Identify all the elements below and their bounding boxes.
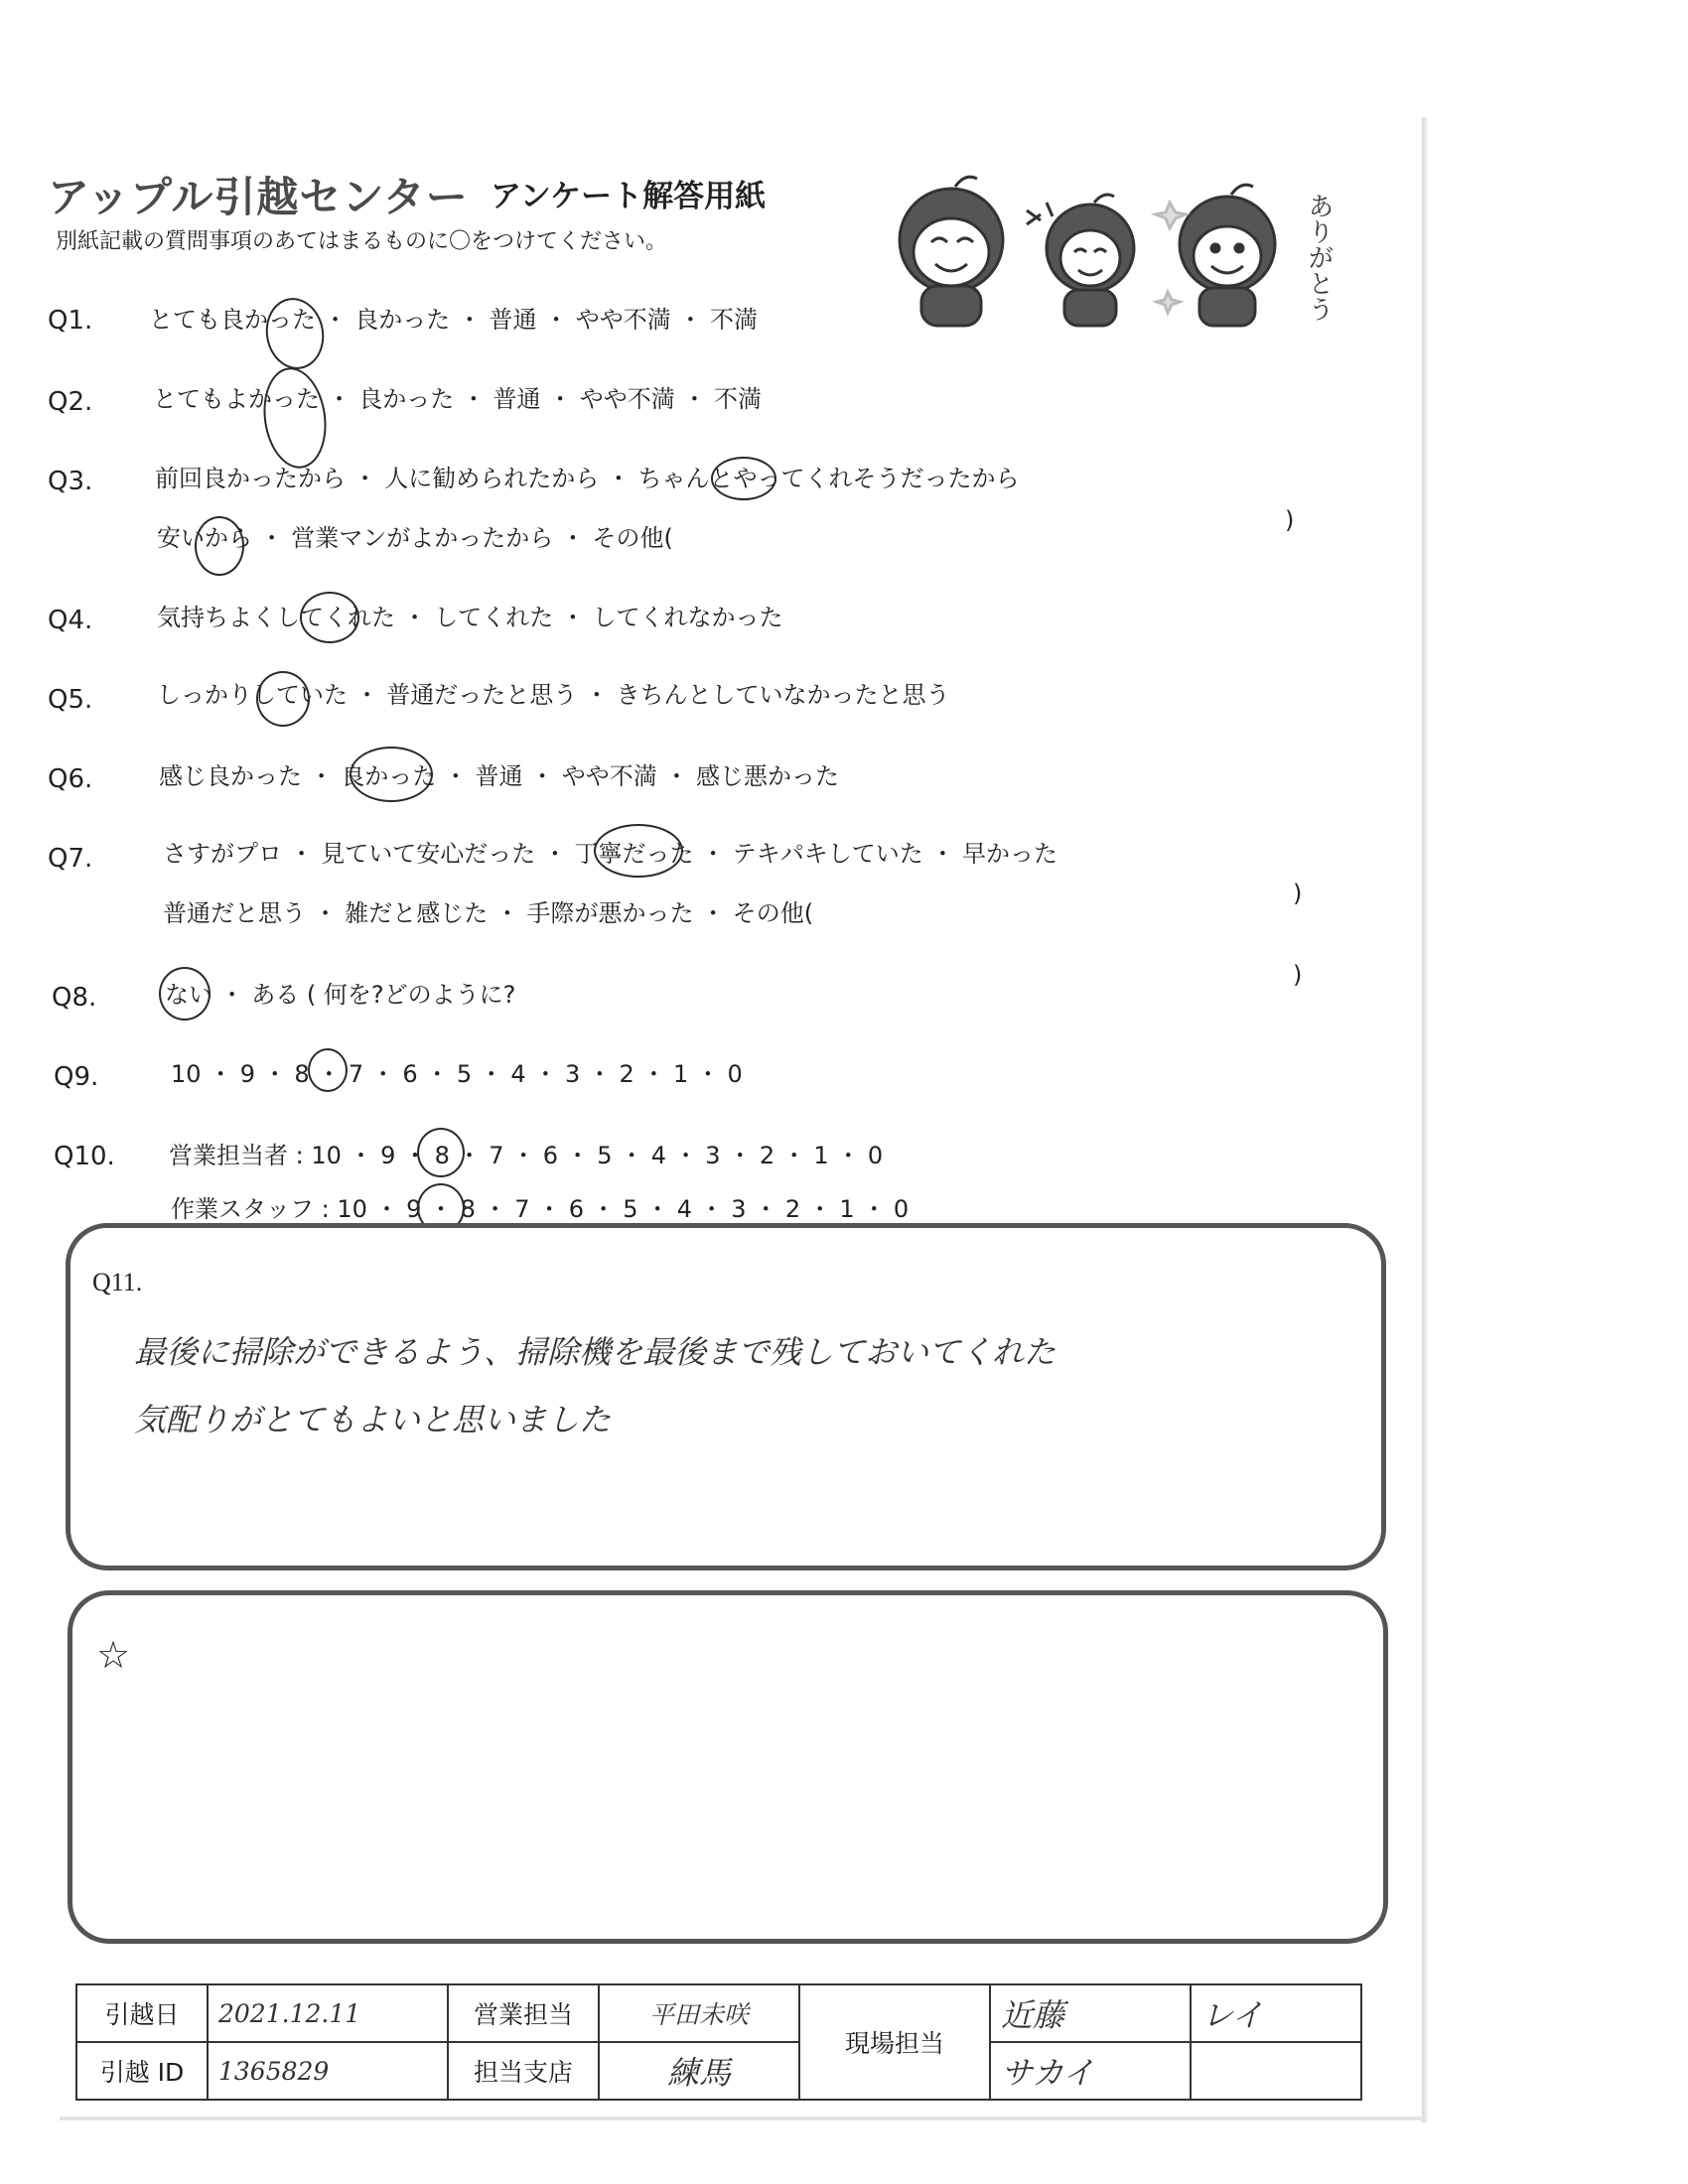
q9-answer-mark <box>308 1048 348 1092</box>
q4-label: Q4. <box>48 606 93 635</box>
site-staff-3: サカイ <box>990 2042 1191 2100</box>
q1-options: とても良かった ・ 良かった ・ 普通 ・ やや不満 ・ 不満 <box>149 306 759 334</box>
q3-label: Q3. <box>48 467 93 496</box>
q2-label: Q2. <box>48 387 93 417</box>
q5-label: Q5. <box>48 685 93 715</box>
q7-options-line1: さすがプロ ・ 見ていて安心だった ・ 丁寧だった ・ テキパキしていた ・ 早かった <box>163 840 1058 868</box>
q10-staff-options: 作業スタッフ : 10 ・ 9 ・ 8 ・ 7 ・ 6 ・ 5 ・ 4 ・ 3 ・ 2 ・ 1 ・ 0 <box>171 1195 910 1223</box>
q7-label: Q7. <box>48 844 93 874</box>
q4-options: 気持ちよくしてくれた ・ してくれた ・ してくれなかった <box>157 604 783 631</box>
q3-close-paren: ) <box>1285 506 1295 534</box>
move-id-label: 引越 ID <box>76 2042 208 2100</box>
sales-rep-value: 平田未咲 <box>599 1984 799 2042</box>
company-title: アップル引越センター <box>48 173 469 221</box>
mascot-illustration <box>852 163 1368 341</box>
move-date-label: 引越日 <box>76 1984 208 2042</box>
q3-options-line1: 前回良かったから ・ 人に勧められたから ・ ちゃんとやってくれそうだったから <box>155 465 1020 492</box>
star-comment-box <box>68 1590 1388 1944</box>
sales-rep-label: 営業担当 <box>448 1984 599 2042</box>
q4-answer-mark <box>300 592 359 643</box>
q3-answer-mark-2 <box>195 516 244 576</box>
mascot-right <box>1156 185 1275 326</box>
q8-label: Q8. <box>52 983 97 1013</box>
q5-answer-mark <box>256 671 310 727</box>
q10-sales-answer-mark <box>417 1128 465 1177</box>
q7-answer-mark <box>594 824 683 878</box>
branch-value: 練馬 <box>599 2042 799 2100</box>
site-staff-label: 現場担当 <box>799 1984 990 2100</box>
q6-label: Q6. <box>48 764 93 794</box>
mascot-left <box>900 177 1003 326</box>
q8-answer-mark <box>159 967 211 1021</box>
q3-answer-mark-1 <box>711 457 776 500</box>
mascot-middle <box>1027 195 1134 326</box>
q7-close-paren: ) <box>1293 880 1303 907</box>
branch-label: 担当支店 <box>448 2042 599 2100</box>
site-staff-1: 近藤 <box>990 1984 1191 2042</box>
star-icon: ☆ <box>96 1635 131 1677</box>
q2-options: とてもよかった ・ 良かった ・ 普通 ・ やや不満 ・ 不満 <box>153 385 763 413</box>
q11-label: Q11. <box>92 1268 143 1297</box>
site-staff-2: レイ <box>1191 1984 1361 2042</box>
q11-comment-box <box>66 1223 1386 1570</box>
thanks-text: ありがとう <box>1304 193 1334 322</box>
q10-label: Q10. <box>54 1142 115 1171</box>
q10-sales-options: 営業担当者 : 10 ・ 9 ・ 8 ・ 7 ・ 6 ・ 5 ・ 4 ・ 3 ・ 2 ・ 1 ・ 0 <box>169 1142 884 1169</box>
q8-close-paren: ) <box>1293 961 1303 989</box>
q9-label: Q9. <box>54 1062 99 1092</box>
sheet-edge <box>1422 117 1428 2122</box>
instruction-text: 別紙記載の質問事項のあてはまるものに〇をつけてください。 <box>56 229 668 254</box>
move-id-value: 1365829 <box>208 2042 448 2100</box>
q8-options: ない ・ ある ( 何を?どのように? <box>165 981 516 1009</box>
q1-label: Q1. <box>48 306 93 336</box>
q6-options: 感じ良かった ・ 良かった ・ 普通 ・ やや不満 ・ 感じ悪かった <box>159 762 840 790</box>
q5-options: しっかりしていた ・ 普通だったと思う ・ きちんとしていなかったと思う <box>157 681 950 709</box>
q11-answer-line1: 最後に掃除ができるよう、掃除機を最後まで残しておいてくれた <box>134 1333 1056 1371</box>
site-staff-4 <box>1191 2042 1361 2100</box>
q11-answer-line2: 気配りがとてもよいと思いました <box>134 1401 612 1438</box>
move-date-value: 2021.12.11 <box>208 1984 448 2042</box>
form-subtitle: アンケート解答用紙 <box>491 179 767 214</box>
q9-options: 10 ・ 9 ・ 8 ・ 7 ・ 6 ・ 5 ・ 4 ・ 3 ・ 2 ・ 1 ・ 0 <box>171 1060 743 1088</box>
footer-info-table <box>75 1983 1362 2101</box>
q7-options-line2: 普通だと思う ・ 雑だと感じた ・ 手際が悪かった ・ その他( <box>163 899 814 927</box>
q3-options-line2: 安いから ・ 営業マンがよかったから ・ その他( <box>157 524 673 552</box>
q6-answer-mark <box>350 747 433 802</box>
sheet-bottom-edge <box>60 2116 1426 2120</box>
